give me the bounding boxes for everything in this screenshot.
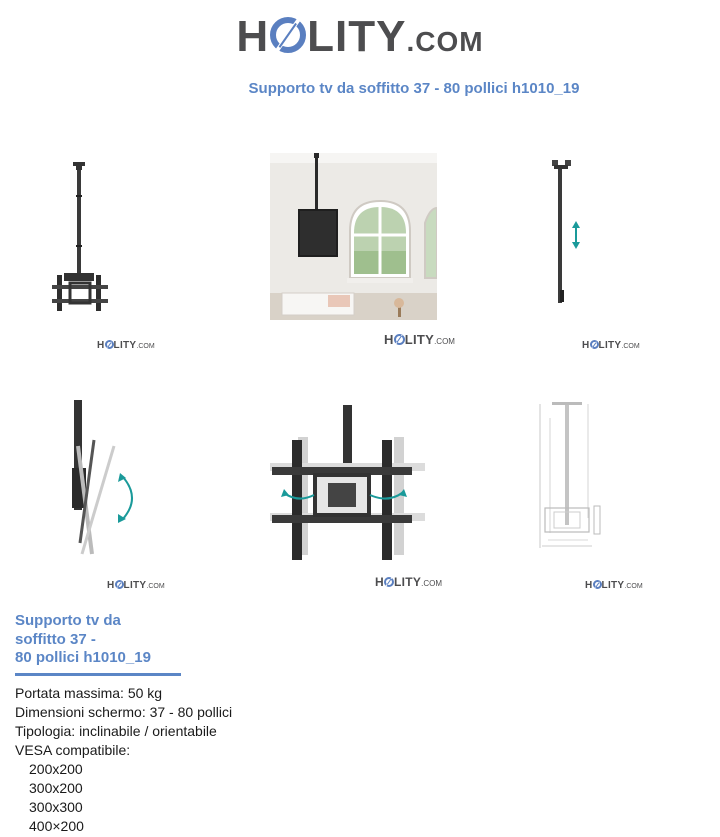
logo-suffix: .COM <box>406 26 484 57</box>
product-image-2[interactable] <box>270 153 437 320</box>
image-logo-6: H LITY.COM <box>585 580 643 591</box>
product-image-6[interactable] <box>530 398 610 556</box>
image-logo-2: H LITY.COM <box>384 332 455 347</box>
product-image-5[interactable] <box>270 405 425 565</box>
mount-dimensions-diagram <box>530 398 610 556</box>
image-logo-1: H LITY.COM <box>97 340 155 351</box>
product-image-4[interactable] <box>60 398 150 560</box>
vesa-size-item: 300x200 <box>29 780 83 796</box>
logo-brand: H LITY <box>236 12 407 61</box>
spec-type: Tipologia: inclinabile / orientabile <box>15 723 217 739</box>
title-underline <box>15 673 181 676</box>
room-ceiling-tv-photo <box>270 153 437 320</box>
vesa-size-item: 300x300 <box>29 799 83 815</box>
spec-max-load: Portata massima: 50 kg <box>15 685 163 701</box>
logo-ring-icon <box>270 17 306 53</box>
description-title: Supporto tv da soffitto 37 - 80 pollici h1010_19 <box>15 612 151 666</box>
mount-front-view-drawing <box>40 155 120 320</box>
site-logo[interactable] <box>0 12 720 62</box>
vesa-size-item: 400×200 <box>29 818 84 834</box>
spec-vesa-label: VESA compatibile: <box>15 742 131 758</box>
spec-screen-size: Dimensioni schermo: 37 - 80 pollici <box>15 704 233 720</box>
vesa-size-item: 200x200 <box>29 761 83 777</box>
image-logo-5: H LITY.COM <box>375 575 443 589</box>
product-image-1[interactable] <box>40 155 120 320</box>
mount-side-height-drawing <box>540 155 600 320</box>
page-title: Supporto tv da soffitto 37 - 80 pollici h1010_19 <box>248 80 580 97</box>
image-logo-4: H LITY.COM <box>107 580 165 591</box>
product-image-3[interactable] <box>540 155 600 320</box>
mount-swivel-drawing <box>270 405 425 565</box>
image-logo-3: H LITY.COM <box>582 340 640 351</box>
mount-tilt-drawing <box>60 398 150 560</box>
